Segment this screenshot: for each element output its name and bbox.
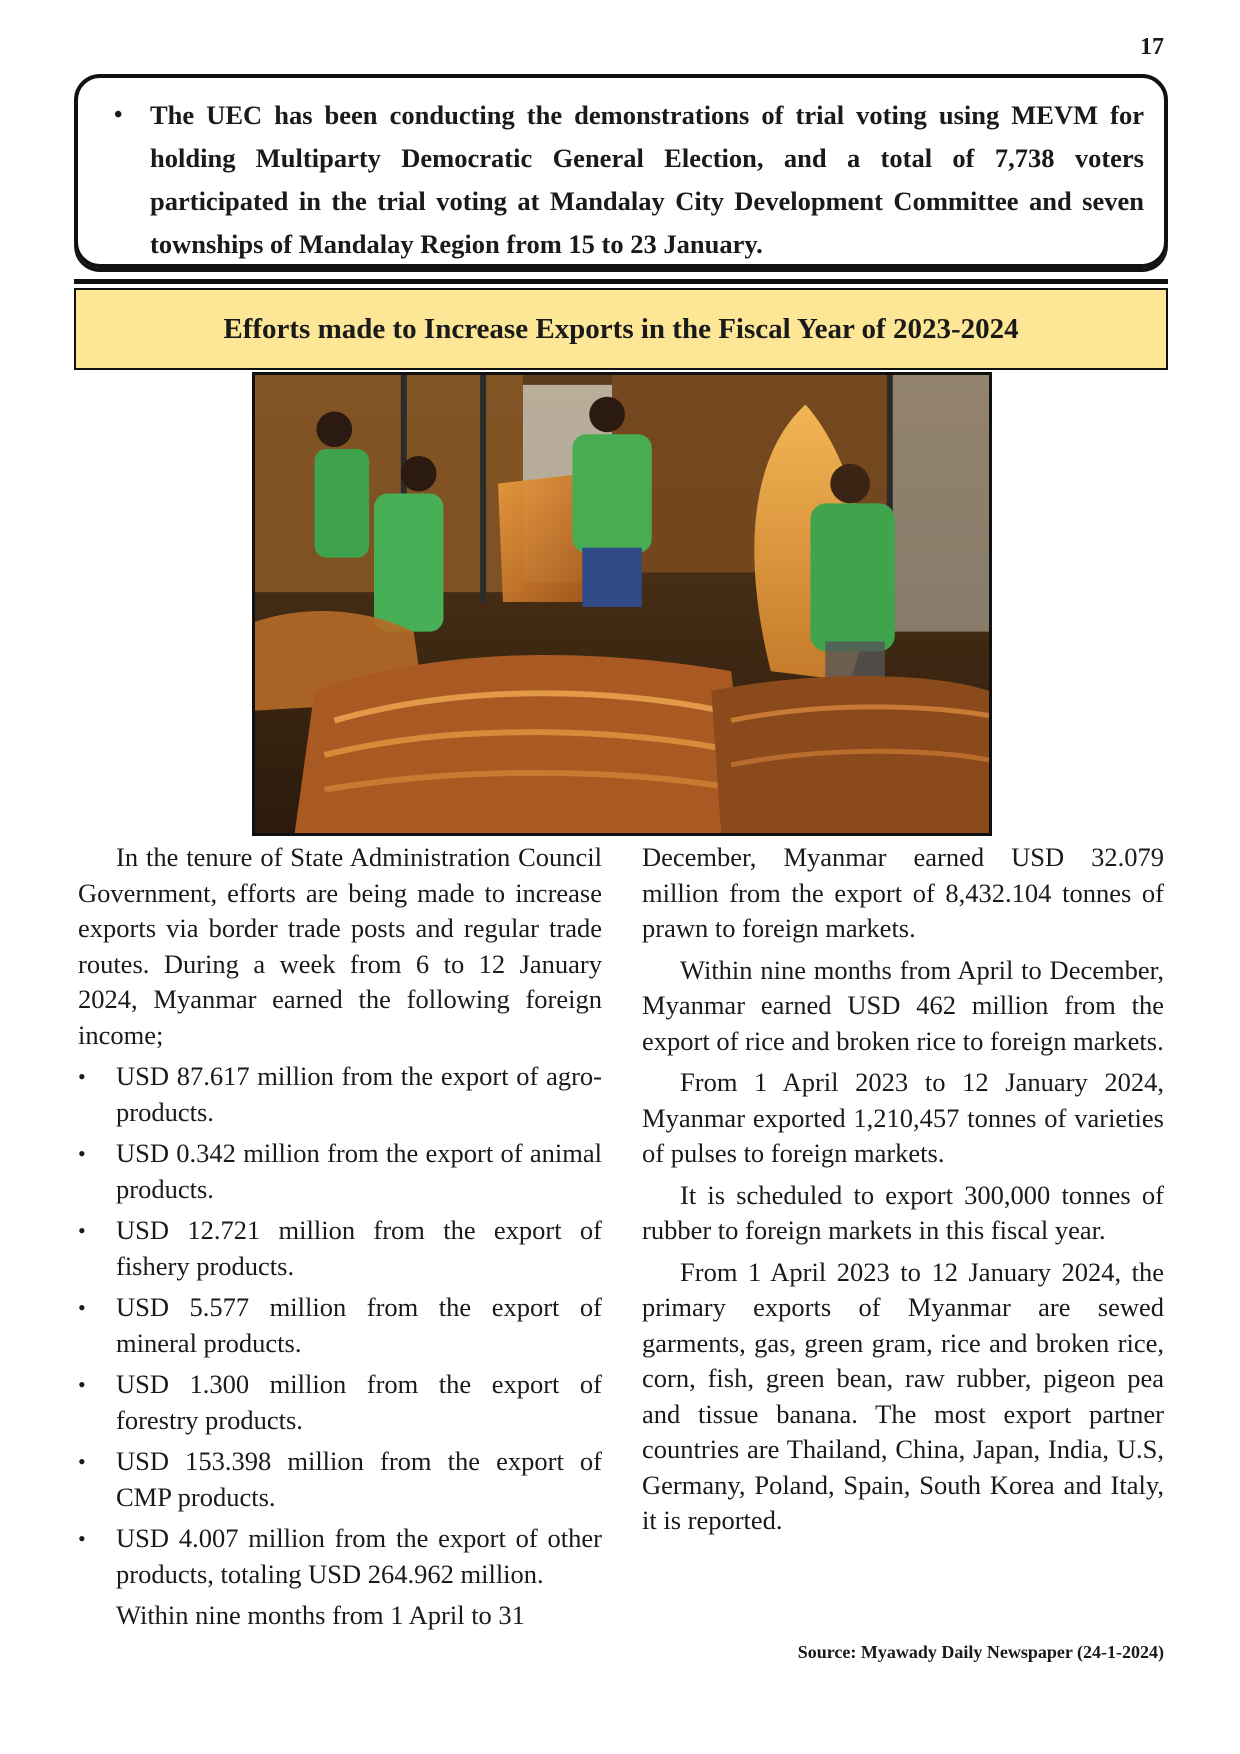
divider bbox=[74, 279, 1168, 284]
bullet-icon: • bbox=[78, 1064, 86, 1089]
bullet-icon: • bbox=[78, 1218, 86, 1243]
right-column bbox=[642, 840, 1164, 1539]
notice-text: The UEC has been conducting the demonstrations of trial voting using MEVM for holding Multiparty Democratic General Election, and a total of 7,738 voters participated in the trial voting at Mandalay City Development Committee and seven townships of Mandalay Region from 15 to 23 January. bbox=[150, 100, 1144, 259]
prawn-paragraph-start: Within nine months from 1 April to 31 bbox=[116, 1600, 525, 1630]
list-item bbox=[78, 1136, 602, 1207]
list-item bbox=[78, 1521, 602, 1592]
list-item-text: USD 12.721 million from the export of fishery products. bbox=[116, 1215, 602, 1281]
list-item-text: USD 5.577 million from the export of mineral products. bbox=[116, 1292, 602, 1358]
page-number: 17 bbox=[1140, 34, 1164, 60]
article-photo bbox=[252, 372, 992, 836]
intro-paragraph: In the tenure of State Administration Council Government, efforts are being made to increase exports via border trade posts and regular trade routes. During a week from 6 to 12 January 2024, Myanmar earned the following foreign income; bbox=[78, 842, 602, 1050]
primary-exports-paragraph: From 1 April 2023 to 12 January 2024, the primary exports of Myanmar are sewed garments, gas, green gram, rice and broken rice, corn, fish, green bean, raw rubber, pigeon pea and tissue banana. The most export partner countries are Thailand, China, Japan, India, U.S, Germany, Poland, Spain, South Korea and Italy, it is reported. bbox=[642, 1256, 1164, 1535]
bullet-icon: • bbox=[78, 1526, 86, 1551]
list-item bbox=[78, 1444, 602, 1515]
rubber-paragraph: It is scheduled to export 300,000 tonnes of rubber to foreign markets in this fiscal year. bbox=[642, 1179, 1164, 1245]
bullet-icon: • bbox=[114, 102, 123, 128]
notice-list bbox=[100, 94, 1144, 266]
pulses-paragraph: From 1 April 2023 to 12 January 2024, Myanmar exported 1,210,457 tonnes of varieties of pulses to foreign markets. bbox=[642, 1067, 1164, 1168]
article-title: Efforts made to Increase Exports in the Fiscal Year of 2023-2024 bbox=[74, 288, 1168, 370]
list-item bbox=[78, 1059, 602, 1130]
notice-box bbox=[74, 74, 1168, 268]
bullet-icon: • bbox=[78, 1295, 86, 1320]
notice-item bbox=[100, 94, 1144, 266]
list-item bbox=[78, 1213, 602, 1284]
list-item-text: USD 4.007 million from the export of other products, totaling USD 264.962 million. bbox=[116, 1523, 602, 1589]
bullet-icon: • bbox=[78, 1449, 86, 1474]
export-list bbox=[78, 1059, 602, 1592]
list-item-text: USD 87.617 million from the export of agro-products. bbox=[116, 1061, 602, 1127]
prawn-paragraph-cont: December, Myanmar earned USD 32.079 million from the export of 8,432.104 tonnes of prawn to foreign markets. bbox=[642, 842, 1164, 943]
rice-paragraph: Within nine months from April to December, Myanmar earned USD 462 million from the export of rice and broken rice to foreign markets. bbox=[642, 954, 1164, 1056]
list-item-text: USD 1.300 million from the export of forestry products. bbox=[116, 1369, 602, 1435]
list-item bbox=[78, 1367, 602, 1438]
list-item bbox=[78, 1290, 602, 1361]
list-item-text: USD 153.398 million from the export of CMP products. bbox=[116, 1446, 602, 1512]
rubber-workers-photo bbox=[255, 375, 989, 833]
list-item-text: USD 0.342 million from the export of animal products. bbox=[116, 1138, 602, 1204]
source-credit: Source: Myawady Daily Newspaper (24-1-2024) bbox=[797, 1642, 1164, 1662]
left-column bbox=[78, 840, 602, 1634]
bullet-icon: • bbox=[78, 1141, 86, 1166]
bullet-icon: • bbox=[78, 1372, 86, 1397]
